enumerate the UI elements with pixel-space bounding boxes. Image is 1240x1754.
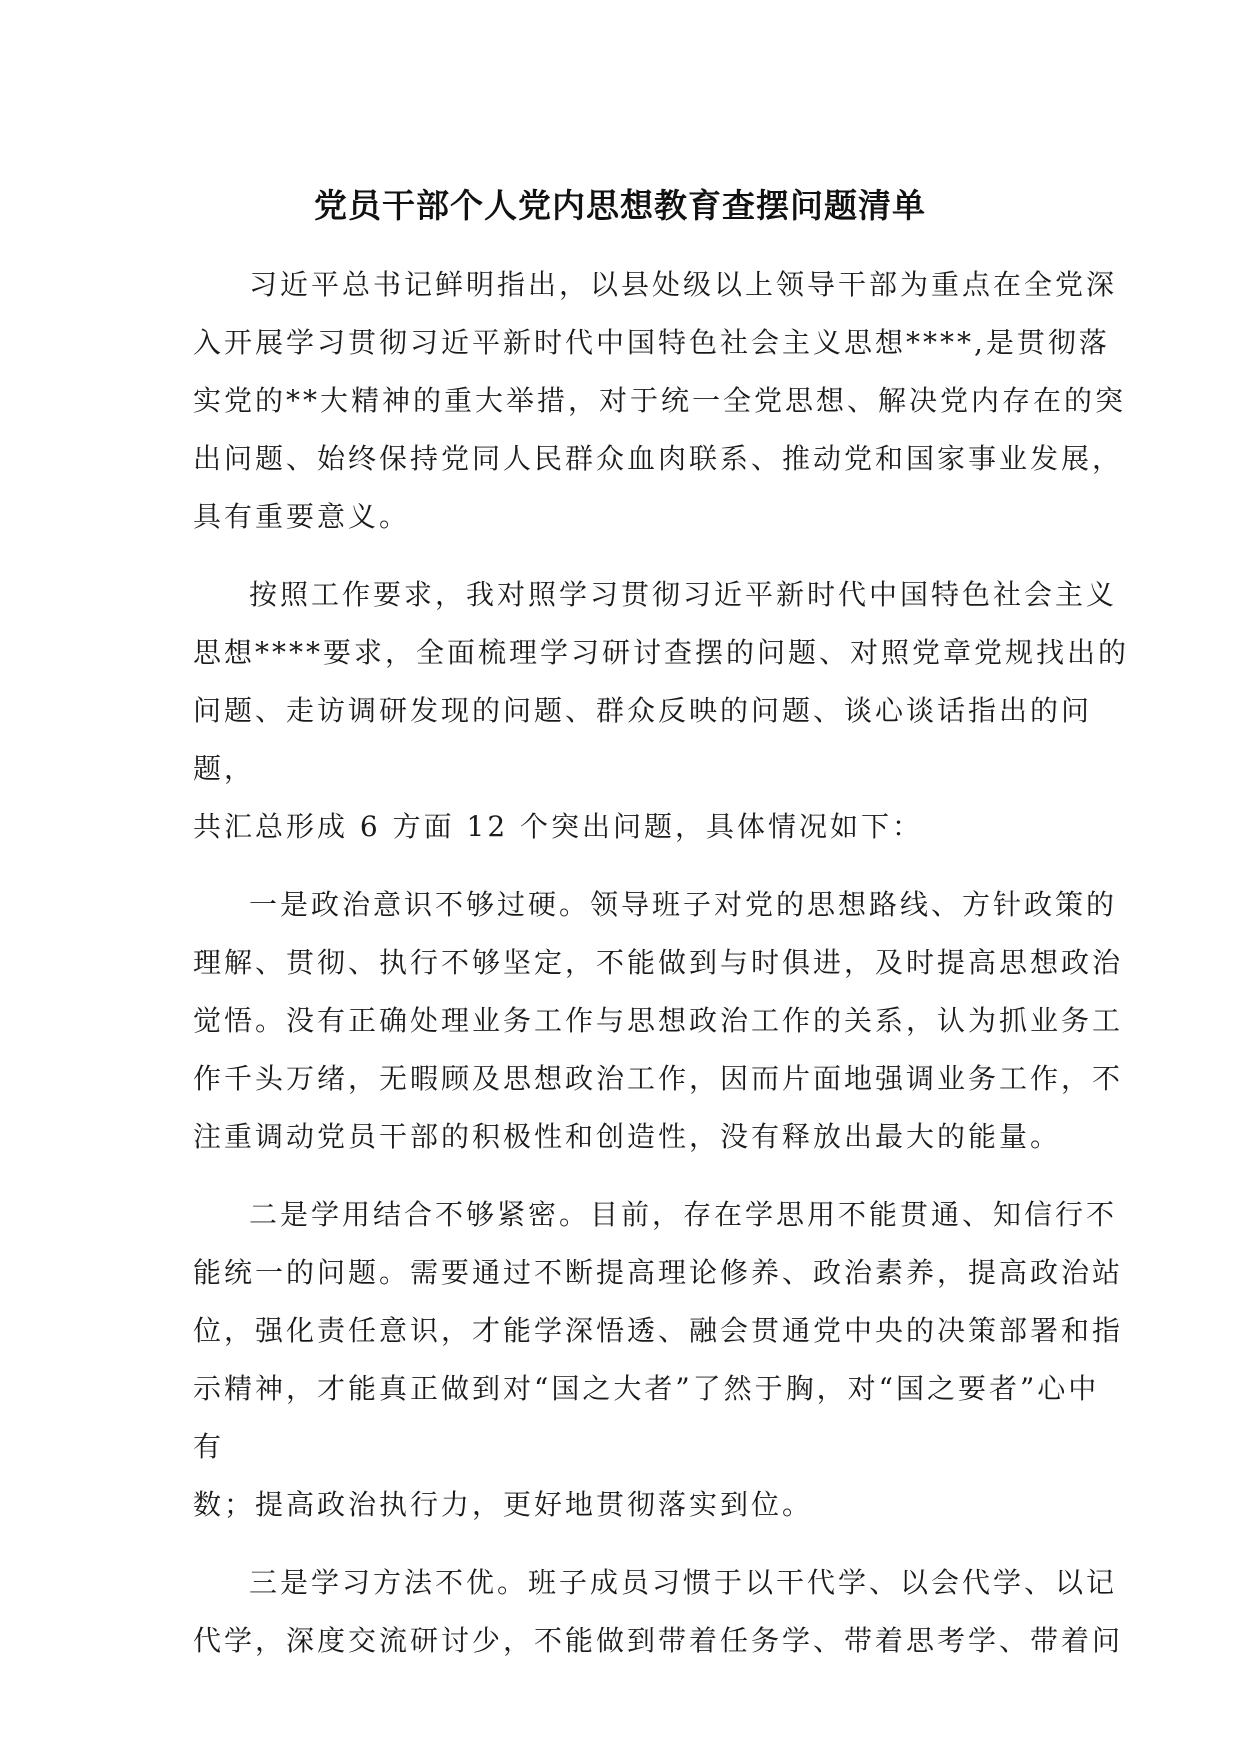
text-line: 问题、走访调研发现的问题、群众反映的问题、谈心谈话指出的问: [193, 694, 1093, 727]
text-line: 三是学习方法不优。班子成员习惯于以干代学、以会代学、以记: [249, 1566, 1118, 1599]
text-line: 注重调动党员干部的积极性和创造性，没有释放出最大的能量。: [193, 1120, 1062, 1153]
text-line: 共汇总形成 6 方面 12 个突出问题，具体情况如下：: [193, 810, 924, 843]
text-line: 觉悟。没有正确处理业务工作与思想政治工作的关系，认为抓业务工: [193, 1004, 1124, 1037]
text-line: 理解、贯彻、执行不够坚定，不能做到与时俱进，及时提高思想政治: [193, 946, 1124, 979]
text-line: 按照工作要求，我对照学习贯彻习近平新时代中国特色社会主义: [249, 578, 1118, 611]
text-line: 代学，深度交流研讨少，不能做到带着任务学、带着思考学、带着问: [193, 1624, 1124, 1657]
text-line: 二是学用结合不够紧密。目前，存在学思用不能贯通、知信行不: [249, 1198, 1118, 1231]
document-body: [193, 256, 1130, 1670]
text-line: 思想****要求，全面梳理学习研讨查摆的问题、对照党章党规找出的: [193, 636, 1130, 669]
text-line: 入开展学习贯彻习近平新时代中国特色社会主义思想****,是贯彻落: [193, 326, 1110, 359]
text-line: 实党的**大精神的重大举措，对于统一全党思想、解决党内存在的突: [193, 384, 1127, 417]
text-line: 出问题、始终保持党同人民群众血肉联系、推动党和国家事业发展，: [193, 442, 1124, 475]
text-line: 位，强化责任意识，才能学深悟透、融会贯通党中央的决策部署和指: [193, 1314, 1124, 1347]
text-line: 作千头万绪，无暇顾及思想政治工作，因而片面地强调业务工作，不: [193, 1062, 1124, 1095]
text-line: 题，: [193, 752, 256, 785]
text-line: 具有重要意义。: [193, 500, 411, 533]
text-line: 习近平总书记鲜明指出，以县处级以上领导干部为重点在全党深: [249, 268, 1118, 301]
text-line: 示精神，才能真正做到对“国之大者”了然于胸，对“国之要者”心中: [193, 1372, 1100, 1405]
text-line: 能统一的问题。需要通过不断提高理论修养、政治素养，提高政治站: [193, 1256, 1124, 1289]
text-line: 有: [193, 1430, 225, 1463]
text-line: 数；提高政治执行力，更好地贯彻落实到位。: [193, 1488, 814, 1521]
text-line: 一是政治意识不够过硬。领导班子对党的思想路线、方针政策的: [249, 888, 1118, 921]
document-title: 党员干部个人党内思想教育查摆问题清单: [314, 186, 926, 225]
